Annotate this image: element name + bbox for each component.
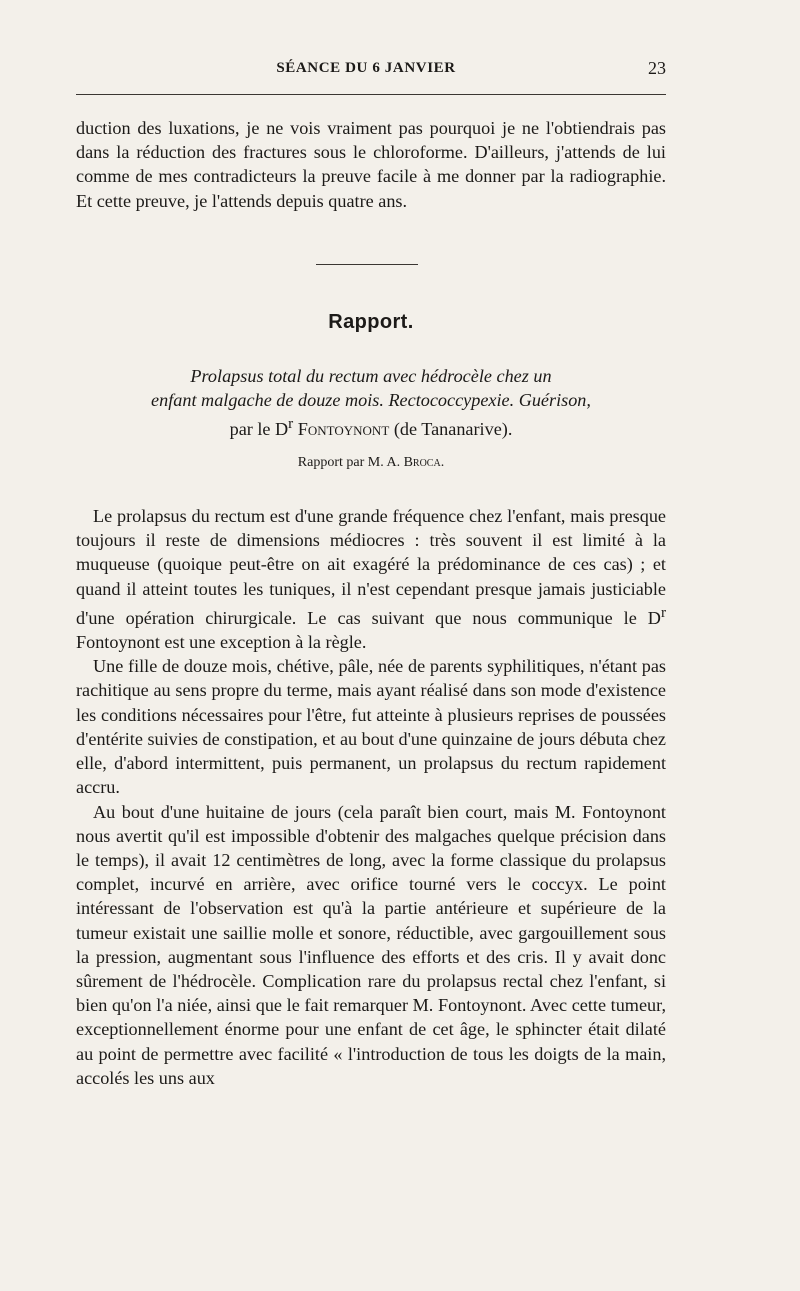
body-paragraph-1-superscript: r xyxy=(660,603,666,621)
report-title xyxy=(76,364,666,442)
running-head xyxy=(76,58,666,84)
report-author: Fontoynont xyxy=(297,419,390,440)
page-number: 23 xyxy=(648,58,666,78)
body-paragraph-1-end: Fontoynont est une exception à la règle. xyxy=(76,632,367,653)
body-paragraph-2: Une fille de douze mois, chétive, pâle, née de parents syphilitiques, n'étant pas rachitique au sens propre du terme, mais ayant réalisé dans son mode d'existence les conditions nécessaires pour l'être, fut atteinte à plusieurs reprises de poussées d'entérite suivies de constipation, et au bout d'une quinzaine de jours débuta chez elle, d'abord intermittent, puis permanent, un prolapsus du rectum rapidement accru. xyxy=(76,656,666,798)
running-title: SÉANCE DU 6 JANVIER xyxy=(276,60,456,76)
body-paragraph-3: Au bout d'une huitaine de jours (cela paraît bien court, mais M. Fontoynont nous avertit qu'il est impossible d'obtenir des malgaches quelque précision dans le temps), il avait 12 centimètres de long, avec la forme classique du prolapsus complet, incurvé en arrière, avec orifice tourné vers le coccyx. Le point intéressant de l'observation est qu'à la partie antérieure et supérieure de la tumeur existait une saillie molle et sonore, réductible, avec gargouillement sous la pression, augmentant sous l'influence des efforts et des cris. Il y avait donc sûrement de l'hédrocèle. Complication rare du prolapsus rectal chez l'enfant, si bien qu'on l'a niée, ainsi que le fait remarquer M. Fontoynont. Avec cette tumeur, exceptionnellement énorme pour une enfant de cet âge, le sphincter était dilaté au point de permettre avec facilité « l'introduction de tous les doigts de la main, accolés les uns aux xyxy=(76,801,666,1088)
body-paragraph-1 xyxy=(76,504,666,654)
intro-paragraph: duction des luxations, je ne vois vraiment pas pourquoi je ne l'obtiendrais pas dans la réduction des fractures sous le chloroforme. D'ailleurs, j'attends de lui comme de mes contradicteurs la preuve facile à me donner par la radiographie. Et cette preuve, je l'attends depuis quatre ans. xyxy=(76,118,666,211)
section-separator-rule xyxy=(316,264,418,265)
body-paragraph-1-main: Le prolapsus du rectum est d'une grande fréquence chez l'enfant, mais presque toujours il reste de dimensions médiocres : très souvent il est limité à la muqueuse (quoique peut-être on ait exagéré la prédominance de ces cas) ; et quand il atteint toutes les tuniques, il n'est cependant presque jamais justiciable d'une opération chirurgicale. Le cas suivant que nous communique le D xyxy=(76,506,666,628)
reporter-name: Broca xyxy=(403,455,441,470)
report-title-suffix: (de Tananarive). xyxy=(389,419,513,440)
report-title-line-1: Prolapsus total du rectum avec hédrocèle chez un xyxy=(190,366,552,386)
reporter-prefix: Rapport par M. A. xyxy=(297,455,404,470)
report-body xyxy=(76,504,666,1090)
reporter-line xyxy=(76,455,666,471)
reporter-suffix: . xyxy=(440,455,445,470)
report-title-line-2: enfant malgache de douze mois. Rectococcypexie. Guérison, xyxy=(151,390,591,411)
section-heading: Rapport. xyxy=(328,311,414,333)
header-rule xyxy=(76,94,666,95)
report-title-line-3 xyxy=(76,412,666,441)
report-title-superscript: r xyxy=(288,415,294,433)
intro-text-block xyxy=(76,116,666,213)
report-title-prefix: par le D xyxy=(229,419,289,440)
